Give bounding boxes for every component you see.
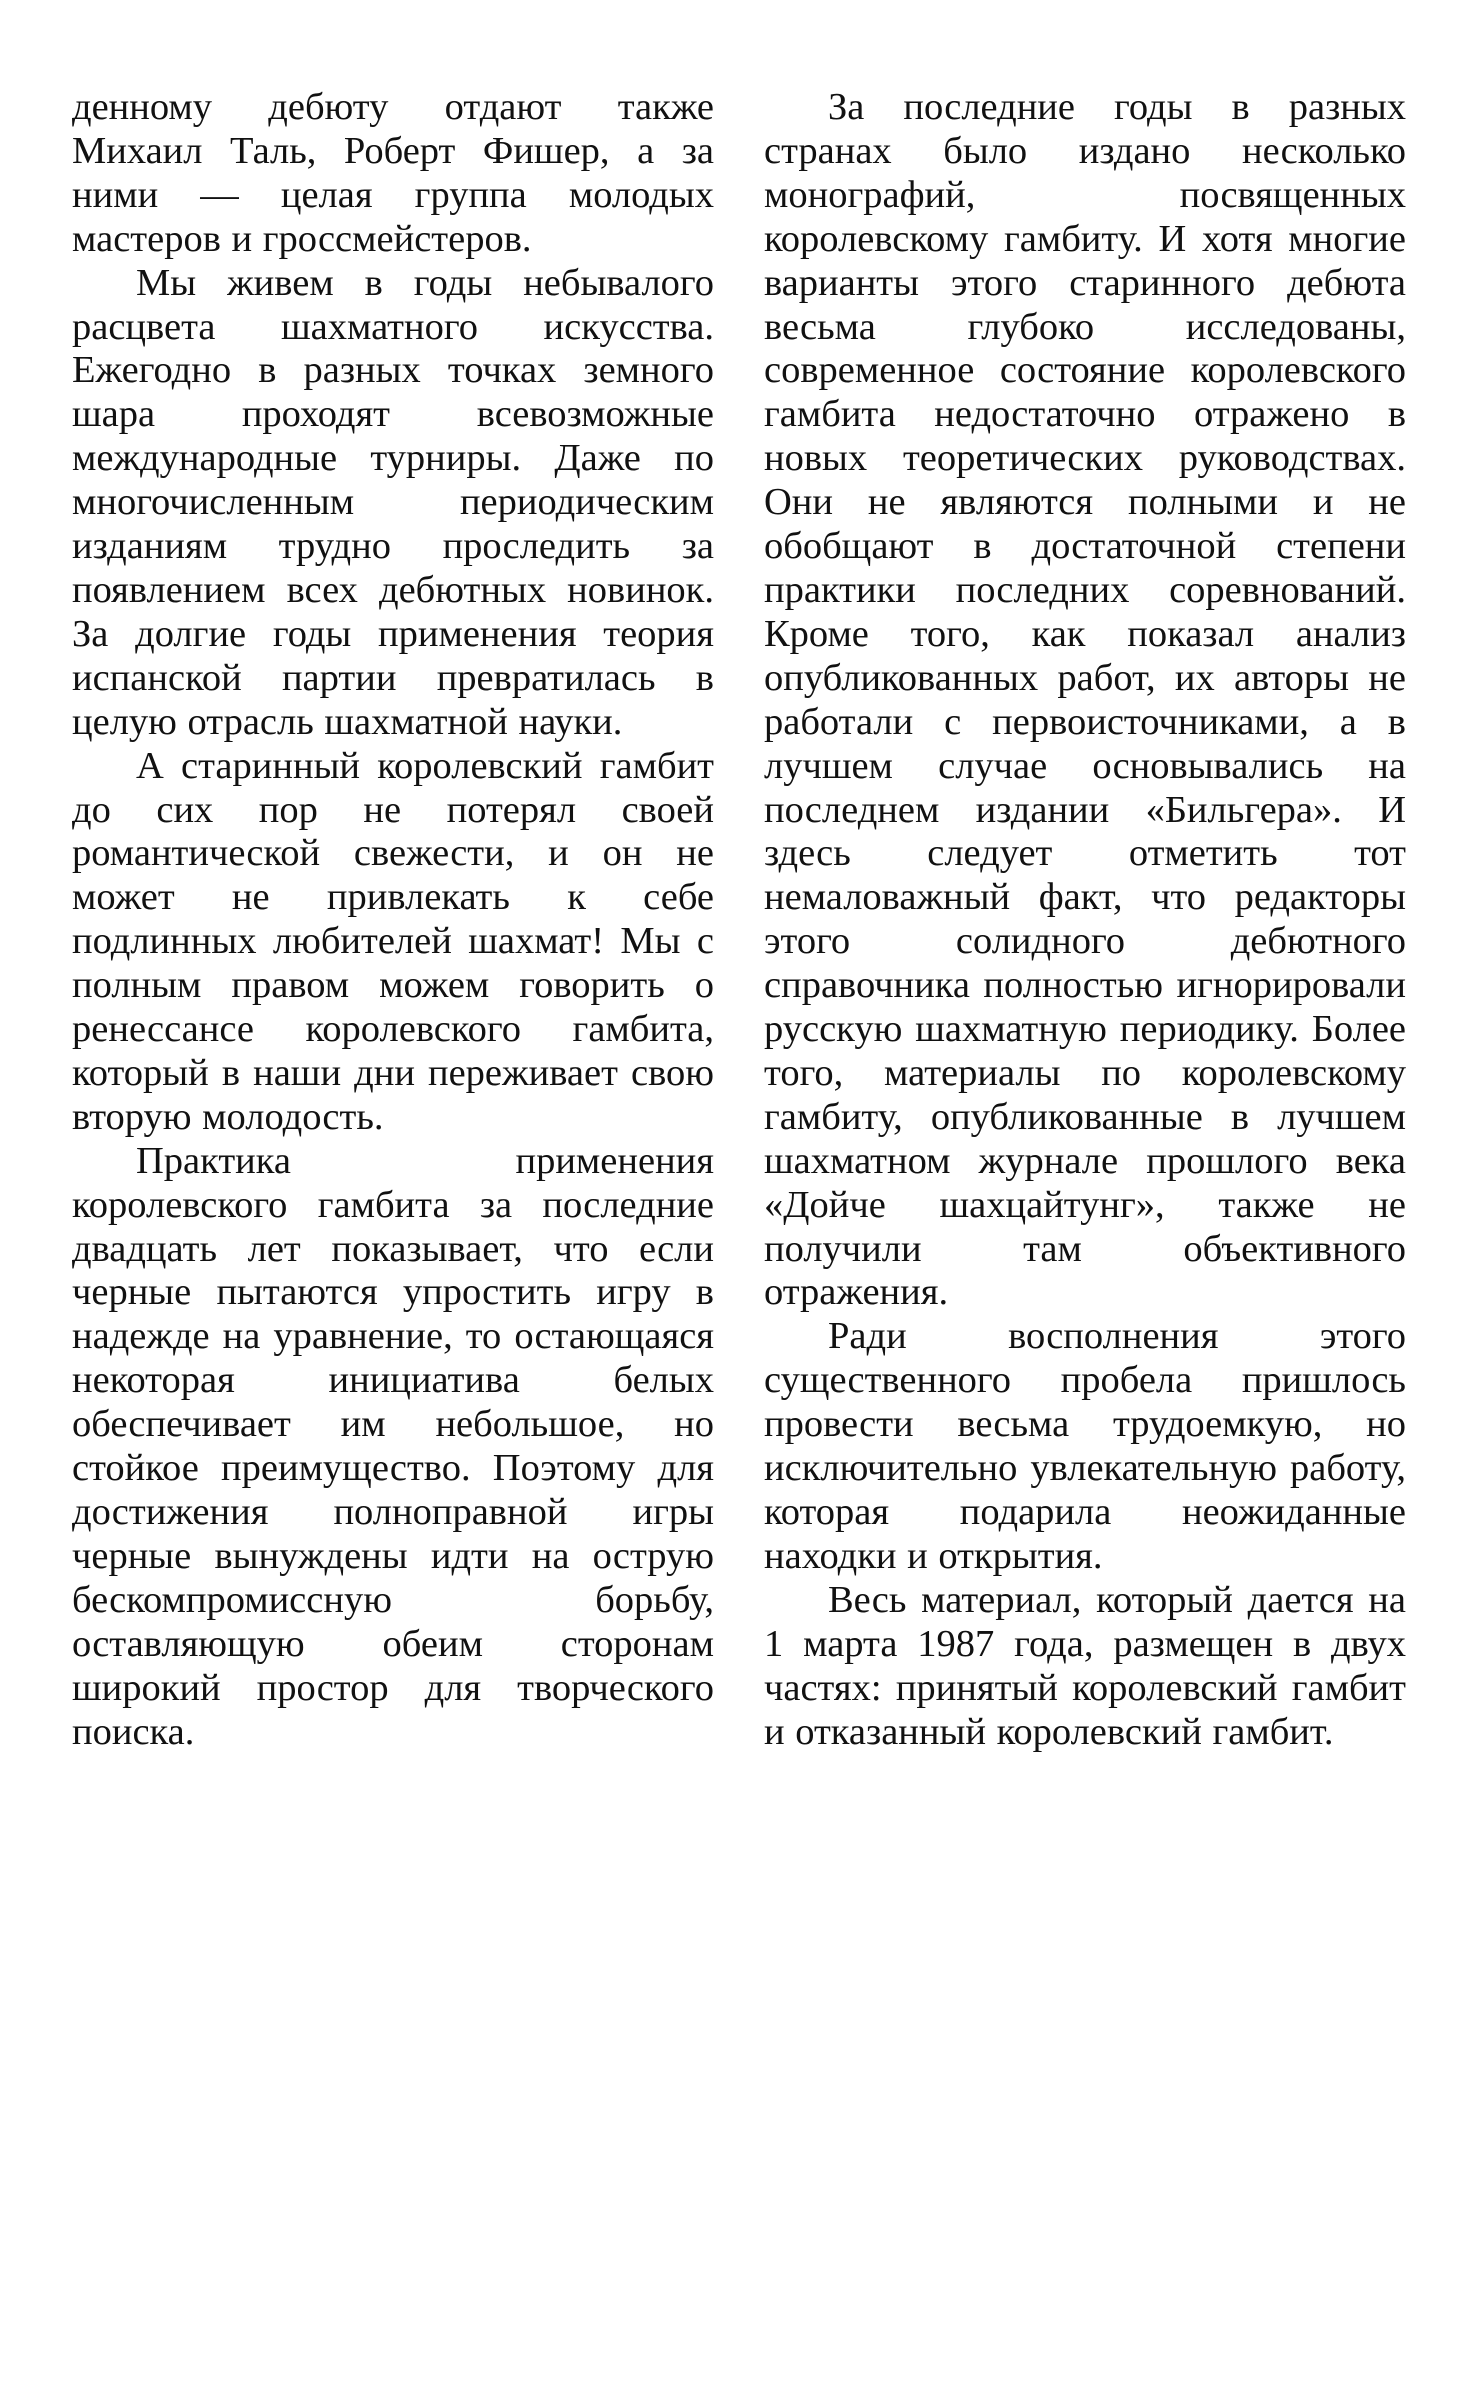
paragraph-chess-art-flourishing: Мы живем в годы небывалого расцвета шахматного искусства. Ежегодно в разных точках земного шара проходят всевозможные международные турниры. Даже по многочисленным периодическим изданиям трудно проследить за появлением всех дебютных новинок. За долгие годы применения теория испанской партии превратилась в целую отрасль шахматной науки. — [72, 261, 714, 743]
paragraph-practice-twenty-years: Практика применения королевского гамбита за последние двадцать лет показывает, что если черные пытаются упростить игру в надежде на уравнение, то остающаяся некоторая инициатива белых обеспечивает им небольшое, но стойкое преимущество. Поэтому для достижения полноправной игры черные вынуждены идти на острую бескомпромиссную борьбу, оставляющую обеим сторонам широкий простор для творческого поиска. — [72, 1139, 714, 1753]
left-text-column — [72, 86, 714, 1754]
paragraph-continuation: денному дебюту отдают также Михаил Таль, Роберт Фишер, а за ними — целая группа молодых мастеров и гроссмейстеров. — [72, 86, 714, 260]
paragraph-filling-gap: Ради восполнения этого существенного пробела пришлось провести весьма трудоемкую, но исключительно увлекательную работу, которая подарила неожиданные находки и открытия. — [764, 1315, 1406, 1577]
right-text-column — [764, 86, 1406, 1754]
paragraph-kings-gambit-romantic: А старинный королевский гамбит до сих пор не потерял своей романтической свежести, и он не может не привлекать к себе подлинных любителей шахмат! Мы с полным правом можем говорить о ренессансе королевского гамбита, который в наши дни переживает свою вторую молодость. — [72, 744, 714, 1138]
paragraph-monographs: За последние годы в разных странах было издано несколько монографий, посвященных королевскому гамбиту. И хотя многие варианты этого старинного дебюта весьма глубоко исследованы, современное состояние королевского гамбита недостаточно отражено в новых теоретических руководствах. Они не являются полными и не обобщают в достаточной степени практики последних соревнований. Кроме того, как показал анализ опубликованных работ, их авторы не работали с первоисточниками, а в лучшем случае основывались на последнем издании «Бильгера». И здесь следует отметить тот немаловажный факт, что редакторы этого солидного дебютного справочника полностью игнорировали русскую шахматную периодику. Более того, материалы по королевскому гамбиту, опубликованные в лучшем шахматном журнале прошлого века «Дойче шахцайтунг», также не получили там объективного отражения. — [764, 86, 1406, 1314]
paragraph-material-parts: Весь материал, который дается на 1 марта 1987 года, размещен в двух частях: принятый королевский гамбит и отказанный королевский гамбит. — [764, 1578, 1406, 1753]
